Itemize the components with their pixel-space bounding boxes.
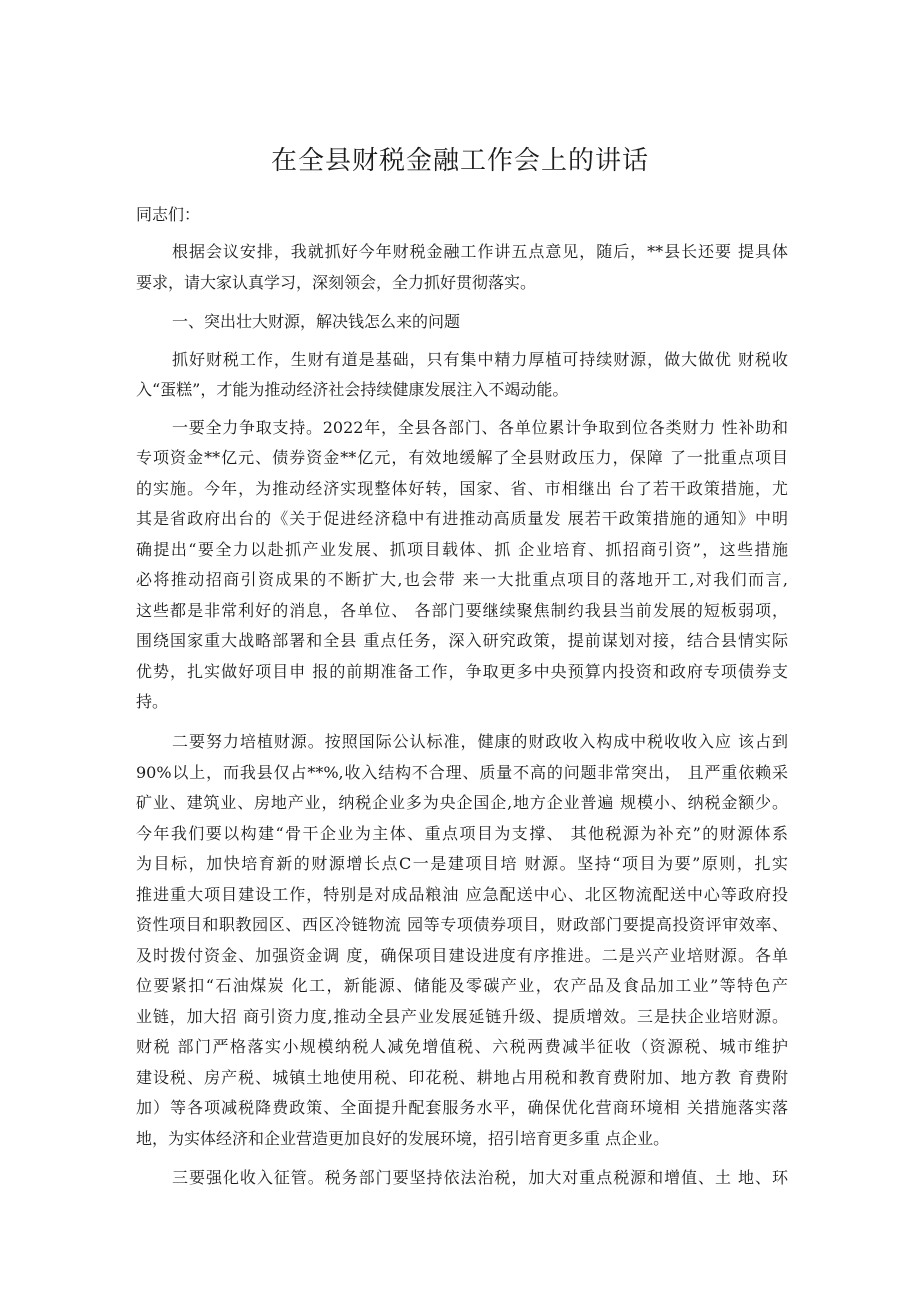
- paragraph-line: 必将推动招商引资成果的不断扩大,也会带 来一大批重点项目的落地开工,对我们而言,: [136, 570, 788, 589]
- paragraph-line: 加）等各项减税降费政策、全面提升配套服务水平，确保优化营商环境相 关措施落实落: [136, 1098, 788, 1117]
- section-heading: 一、突出壮大财源，解决钱怎么来的问题: [172, 312, 461, 331]
- paragraph-line: 入“蛋糕”，才能为推动经济社会持续健康发展注入不竭动能。: [136, 380, 569, 399]
- paragraph-line: 财税 部门严格落实小规模纳税人减免增值税、六税两费减半征收（资源税、城市维护: [136, 1037, 788, 1056]
- paragraph-line: 矿业、建筑业、房地产业，纳税企业多为央企国企,地方企业普遍 规模小、纳税金额少。: [136, 793, 788, 812]
- paragraph-line: 专项资金**亿元、债券资金**亿元，有效地缓解了全县财政压力，保障 了一批重点项目: [136, 448, 788, 467]
- paragraph-line: 及时拨付资金、加强资金调 度，确保项目建设进度有序推进。二是兴产业培财源。各单: [136, 946, 788, 965]
- paragraph-line: 地，为实体经济和企业营造更加良好的发展环境，招引培育更多重 点企业。: [136, 1129, 670, 1148]
- document-title: 在全县财税金融工作会上的讲话: [270, 146, 649, 176]
- paragraph-line: 围绕国家重大战略部署和全县 重点任务，深入研究政策，提前谋划对接，结合县情实际: [136, 631, 788, 650]
- paragraph-line: 推进重大项目建设工作，特别是对成品粮油 应急配送中心、北区物流配送中心等政府投: [136, 885, 788, 904]
- paragraph-line: 一要全力争取支持。2022年，全县各部门、各单位累计争取到位各类财力 性补助和: [172, 418, 788, 437]
- paragraph-line: 其是省政府出台的《关于促进经济稳中有进推动高质量发 展若干政策措施的通知》中明: [136, 509, 788, 528]
- paragraph-line: 的实施。今年，为推动经济实现整体好转，国家、省、市相继出 台了若干政策措施，尤: [136, 479, 788, 498]
- paragraph-line: 二要努力培植财源。按照国际公认标准，健康的财政收入构成中税收收入应 该占到: [172, 732, 788, 751]
- paragraph-line: 抓好财税工作，生财有道是基础，只有集中精力厚植可持续财源，做大做优 财税收: [172, 350, 788, 369]
- paragraph-line: 业链，加大招 商引资力度,推动全县产业发展延链升级、提质增效。三是扶企业培财源。: [136, 1007, 788, 1026]
- paragraph-line: 为目标，加快培育新的财源增长点C一是建项目培 财源。坚持“项目为要”原则，扎实: [136, 854, 788, 873]
- paragraph-line: 三要强化收入征管。税务部门要坚持依法治税，加大对重点税源和增值、土 地、环: [172, 1168, 788, 1187]
- paragraph-line: 持。: [136, 692, 169, 711]
- paragraph-line: 90%以上，而我县仅占**%,收入结构不合理、质量不高的问题非常突出， 且严重依赖采: [136, 763, 788, 782]
- paragraph-line: 资性项目和职教园区、西区冷链物流 园等专项债券项目，财政部门要提高投资评审效率、: [136, 915, 788, 934]
- paragraph-line: 根据会议安排，我就抓好今年财税金融工作讲五点意见，随后，**县长还要 提具体: [172, 242, 788, 261]
- paragraph-line: 优势，扎实做好项目申 报的前期准备工作，争取更多中央预算内投资和政府专项债券支: [136, 662, 788, 681]
- paragraph-line: 建设税、房产税、城镇土地使用税、印花税、耕地占用税和教育费附加、地方教 育费附: [136, 1068, 788, 1087]
- paragraph-line: 今年我们要以构建“骨干企业为主体、重点项目为支撑、 其他税源为补充”的财源体系: [136, 824, 788, 843]
- paragraph-line: 确提出“要全力以赴抓产业发展、抓项目载体、抓 企业培育、抓招商引资”，这些措施: [136, 540, 788, 559]
- paragraph-line: 这些都是非常利好的消息，各单位、 各部门要继续聚焦制约我县当前发展的短板弱项，: [136, 601, 788, 620]
- paragraph-line: 要求，请大家认真学习，深刻领会，全力抓好贯彻落实。: [136, 273, 537, 292]
- salutation: 同志们：: [136, 205, 201, 224]
- paragraph-line: 位要紧扣“石油煤炭 化工，新能源、储能及零碳产业，农产品及食品加工业”等特色产: [136, 976, 788, 995]
